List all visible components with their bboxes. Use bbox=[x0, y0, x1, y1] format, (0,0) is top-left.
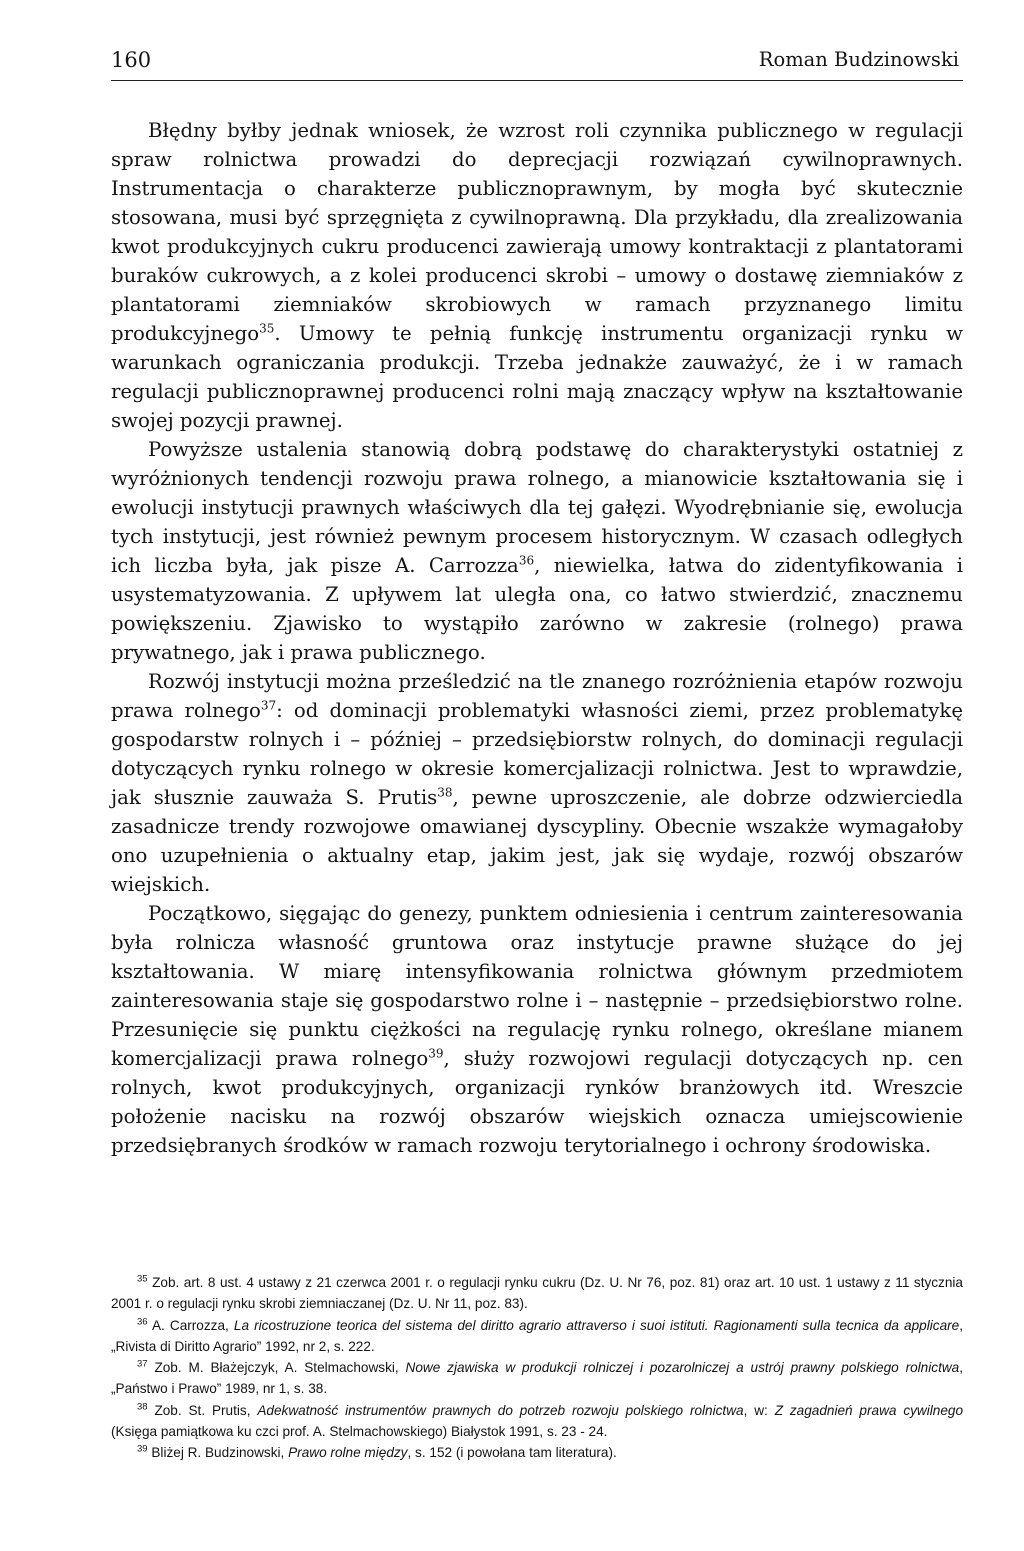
text-run: , pewne uproszczenie, ale dobrze odzwierciedla zasadnicze trendy rozwojowe omawianej dyscypliny. Obecnie wszakże wymagałoby ono uzupełnienia o aktualny etap, jakim jest, jak się wydaje, rozwój obszarów wiejskich. bbox=[111, 786, 963, 896]
paragraph-1 bbox=[111, 116, 963, 435]
page bbox=[111, 0, 963, 1551]
footnote-number: 38 bbox=[137, 1401, 148, 1413]
paragraph-4 bbox=[111, 899, 963, 1160]
footnotes bbox=[111, 1272, 963, 1464]
footnote-text: (Księga pamiątkowa ku czci prof. A. Stelmachowskiego) Białystok 1991, s. 23 - 24. bbox=[111, 1424, 608, 1440]
footnote-ref-35[interactable]: 35 bbox=[259, 321, 275, 336]
text-run: , niewielka, łatwa do zidentyfikowania i usystematyzowania. Z upływem lat uległa ona, co łatwo stwierdzić, znacznemu powiększeniu. Zjawisko to wystąpiło zarówno w zakresie (rolnego) prawa prywatnego, jak i prawa publicznego. bbox=[111, 554, 963, 664]
running-header-author: Roman Budzinowski bbox=[758, 48, 959, 71]
page-number: 160 bbox=[111, 48, 152, 72]
running-header bbox=[111, 44, 963, 81]
footnote-title: Adekwatność instrumentów prawnych do potrzeb rozwoju polskiego rolnictwa bbox=[257, 1402, 744, 1418]
main-text bbox=[111, 116, 963, 1160]
footnote-ref-39[interactable]: 39 bbox=[428, 1046, 444, 1061]
footnote-title: Z zagadnień prawa cywilnego bbox=[774, 1402, 964, 1418]
text-run: . Umowy te pełnią funkcję instrumentu organizacji rynku w warunkach ograniczania produkcji. Trzeba jednakże zauważyć, że i w ramach regulacji publicznoprawnej producenci rolni mają znaczący wpływ na kształtowanie swojej pozycji prawnej. bbox=[111, 322, 963, 432]
footnote-text: Zob. M. Błażejczyk, A. Stelmachowski, bbox=[154, 1360, 406, 1376]
footnote-text: A. Carrozza, bbox=[151, 1317, 234, 1333]
footnote-38 bbox=[111, 1400, 963, 1443]
footnote-text: , w: bbox=[743, 1402, 775, 1418]
footnote-text: Zob. art. 8 ust. 4 ustawy z 21 czerwca 2001 r. o regulacji rynku cukru (Dz. U. Nr 76, poz. 81) oraz art. 10 ust. 1 ustawy z 11 stycznia 2001 r. o regulacji rynku skrobi ziemniaczanej (Dz. U. Nr 11, poz. 83). bbox=[111, 1275, 963, 1312]
footnote-text: , „Rivista di Diritto Agrario” 1992, nr 2, s. 222. bbox=[111, 1317, 964, 1354]
footnote-35 bbox=[111, 1272, 963, 1315]
footnote-number: 35 bbox=[137, 1273, 148, 1285]
text-run: : od dominacji problematyki własności ziemi, przez problematykę gospodarstw rolnych i – później – przedsiębiorstw rolnych, do dominacji regulacji dotyczących rynku rolnego w okresie komercjalizacji rolnictwa. Jest to wprawdzie, jak słusznie zauważa S. Prutis bbox=[111, 699, 963, 809]
footnote-number: 39 bbox=[137, 1443, 148, 1455]
text-run: Powyższe ustalenia stanowią dobrą podstawę do charakterystyki ostatniej z wyróżnionych tendencji rozwoju prawa rolnego, a mianowicie kształtowania się i ewolucji instytucji prawnych właściwych dla tej gałęzi. Wyodrębnianie się, ewolucja tych instytucji, jest również pewnym procesem historycznym. W czasach odległych ich liczba była, jak pisze A. Carrozza bbox=[111, 438, 963, 577]
footnote-ref-36[interactable]: 36 bbox=[518, 553, 535, 568]
text-run: Rozwój instytucji można prześledzić na tle znanego rozróżnienia etapów rozwoju prawa rolnego bbox=[111, 670, 963, 722]
text-run: , służy rozwojowi regulacji dotyczących np. cen rolnych, kwot produkcyjnych, organizacji rynków branżowych itd. Wreszcie położenie nacisku na rozwój obszarów wiejskich oznacza umiejscowienie przedsiębranych środków w ramach rozwoju terytorialnego i ochrony środowiska. bbox=[111, 1047, 963, 1157]
text-run: Błędny byłby jednak wniosek, że wzrost roli czynnika publicznego w regulacji spraw rolnictwa prowadzi do deprecjacji rozwiązań cywilnoprawnych. Instrumentacja o charakterze publicznoprawnym, by mogła być skutecznie stosowana, musi być sprzęgnięta z cywilnoprawną. Dla przykładu, dla zrealizowania kwot produkcyjnych cukru producenci zawierają umowy kontraktacji z plantatorami buraków cukrowych, a z kolei producenci skrobi – umowy o dostawę ziemniaków z plantatorami ziemniaków skrobiowych w ramach przyznanego limitu produkcyjnego bbox=[111, 119, 963, 345]
footnote-text: Bliżej R. Budzinowski, bbox=[151, 1445, 289, 1461]
text-run: Początkowo, sięgając do genezy, punktem odniesienia i centrum zainteresowania była rolnicza własność gruntowa oraz instytucje prawne służące do jej kształtowania. W miarę intensyfikowania rolnictwa głównym przedmiotem zainteresowania staje się gospodarstwo rolne i – następnie – przedsiębiorstwo rolne. Przesunięcie się punktu ciężkości na regulację rynku rolnego, określane mianem komercjalizacji prawa rolnego bbox=[111, 902, 963, 1070]
footnote-number: 36 bbox=[137, 1316, 148, 1328]
footnote-text: Zob. St. Prutis, bbox=[154, 1402, 258, 1418]
footnote-ref-38[interactable]: 38 bbox=[437, 785, 453, 800]
footnote-text: , „Państwo i Prawo” 1989, nr 1, s. 38. bbox=[111, 1360, 963, 1397]
footnote-title: La ricostruzione teorica del sistema del diritto agrario attraverso i suoi istituti. Ragionamenti sulla tecnica da applicare bbox=[233, 1317, 960, 1333]
footnote-text: , s. 152 (i powołana tam literatura). bbox=[407, 1445, 617, 1461]
footnote-39 bbox=[111, 1442, 963, 1463]
footnote-37 bbox=[111, 1357, 963, 1400]
footnote-ref-37[interactable]: 37 bbox=[260, 698, 277, 713]
footnote-title: Prawo rolne między bbox=[288, 1445, 408, 1461]
footnote-number: 37 bbox=[137, 1358, 148, 1370]
paragraph-2 bbox=[111, 435, 963, 667]
footnote-title: Nowe zjawiska w produkcji rolniczej i pozarolniczej a ustrój prawny polskiego rolnictwa bbox=[405, 1360, 960, 1376]
footnote-36 bbox=[111, 1315, 963, 1358]
paragraph-3 bbox=[111, 667, 963, 899]
